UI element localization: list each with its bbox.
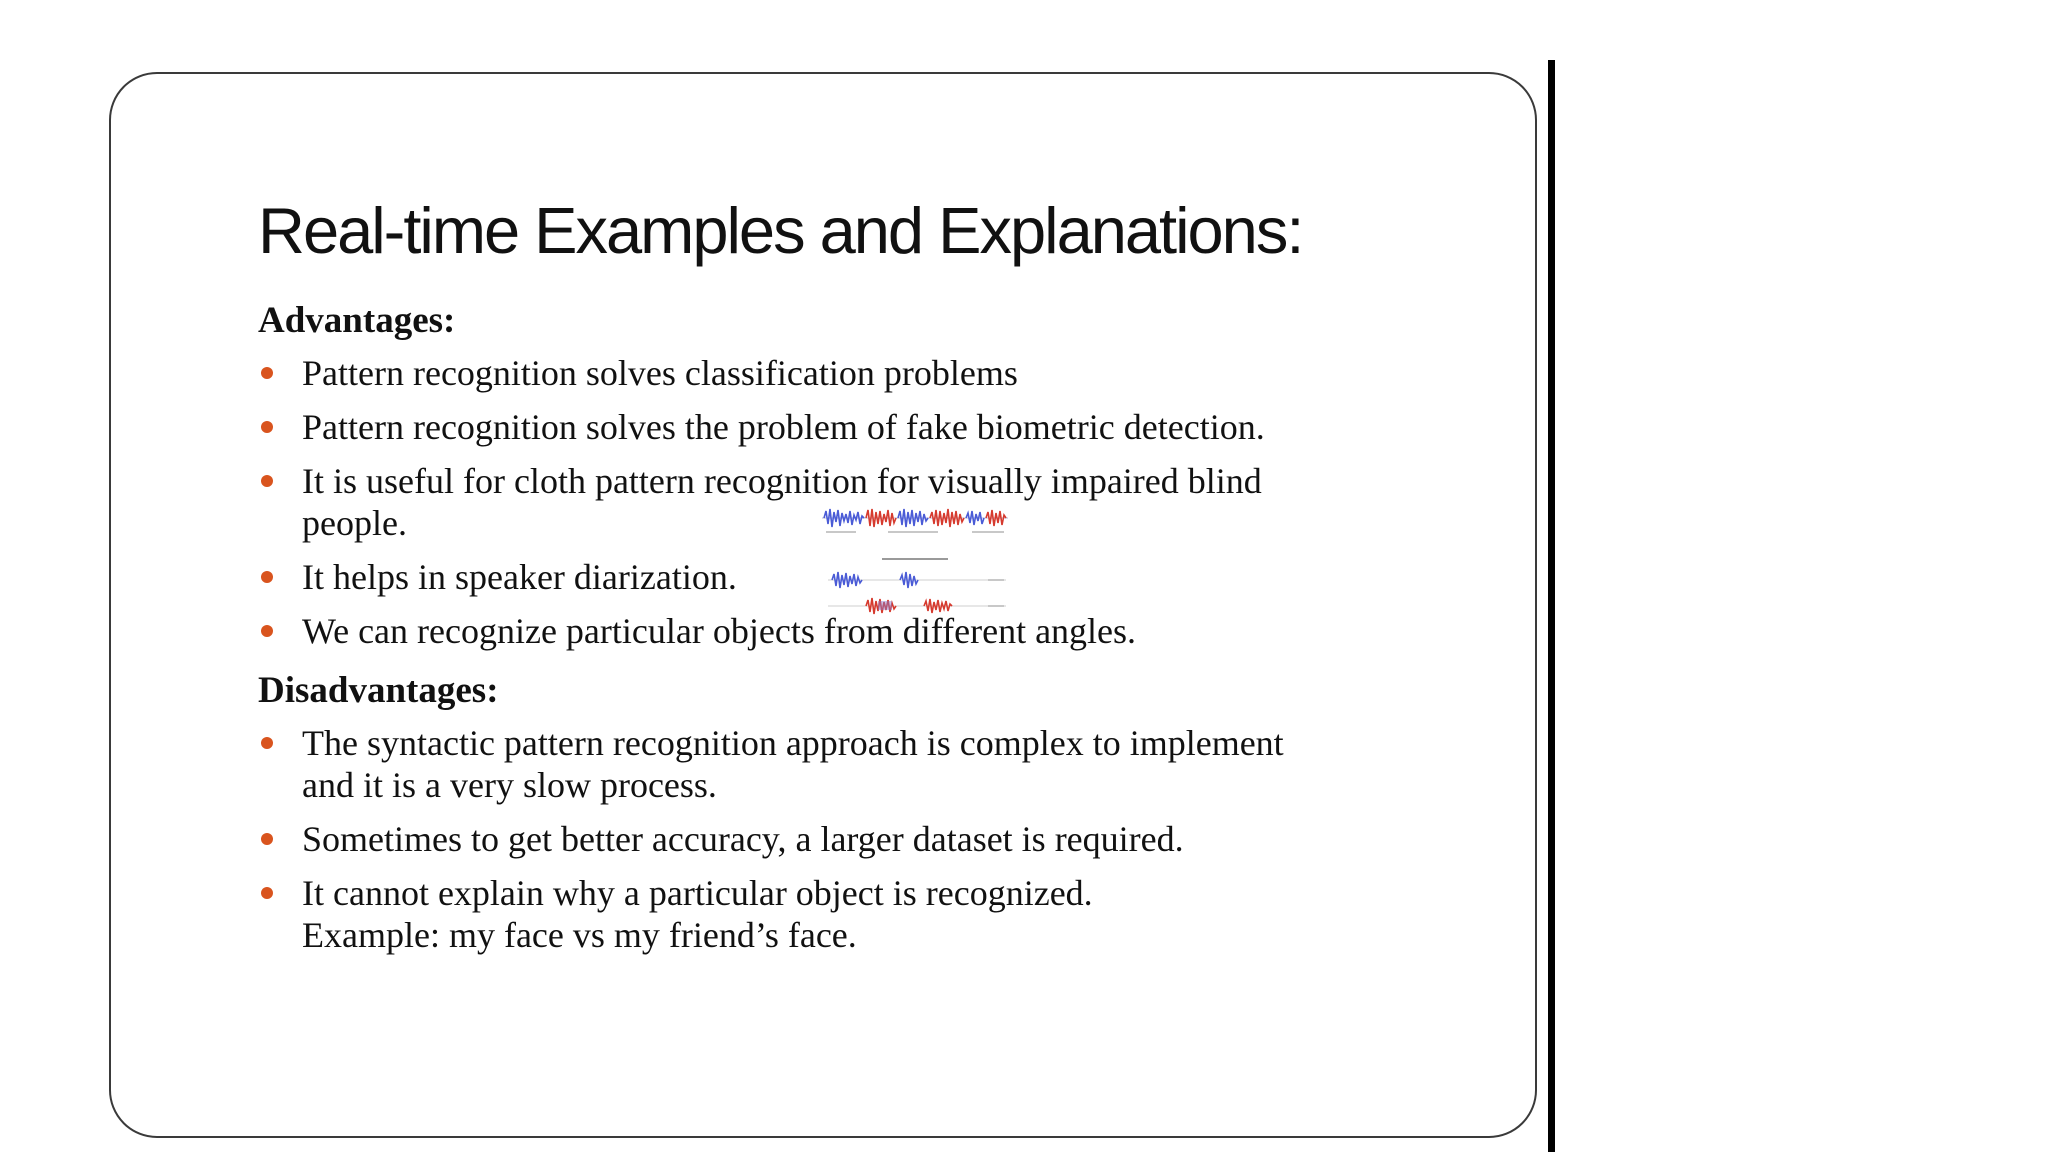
list-item — [258, 872, 1438, 956]
bullet-text: It cannot explain why a particular object is recognized. — [302, 873, 1093, 913]
list-item — [258, 406, 1438, 448]
bullet-icon — [261, 367, 273, 379]
bullet-icon — [261, 737, 273, 749]
list-item — [258, 818, 1438, 860]
bullet-icon — [261, 833, 273, 845]
list-item — [258, 352, 1438, 394]
list-item — [258, 722, 1438, 806]
bullet-text: The syntactic pattern recognition approach is complex to implement — [302, 723, 1284, 763]
bullet-icon — [261, 475, 273, 487]
waveform-speaker-a — [828, 572, 1006, 588]
bullet-text: Sometimes to get better accuracy, a larger dataset is required. — [302, 819, 1184, 859]
advantages-heading: Advantages: — [258, 300, 456, 341]
bullet-text: It is useful for cloth pattern recognition for visually impaired blind — [302, 461, 1262, 501]
bullet-text: It helps in speaker diarization. — [302, 557, 737, 597]
waveform-top — [822, 509, 1008, 533]
bullet-text: Pattern recognition solves the problem of fake biometric detection. — [302, 407, 1265, 447]
bullet-text: We can recognize particular objects from different angles. — [302, 611, 1137, 651]
bullet-text-continued: people. — [302, 503, 407, 543]
bullet-icon — [261, 625, 273, 637]
bullet-icon — [261, 887, 273, 899]
bullet-text: Pattern recognition solves classification problems — [302, 353, 1018, 393]
disadvantages-heading: Disadvantages: — [258, 670, 499, 711]
slide-title: Real-time Examples and Explanations: — [258, 194, 1303, 267]
diarization-waveform-image — [820, 500, 1010, 620]
bullet-text-continued: Example: my face vs my friend’s face. — [302, 915, 857, 955]
waveform-speaker-b — [828, 598, 1006, 614]
waveform-caption-mark — [882, 558, 948, 560]
disadvantages-list — [258, 722, 1438, 968]
right-divider — [1548, 60, 1555, 1152]
bullet-icon — [261, 571, 273, 583]
bullet-text-continued: and it is a very slow process. — [302, 765, 717, 805]
bullet-icon — [261, 421, 273, 433]
